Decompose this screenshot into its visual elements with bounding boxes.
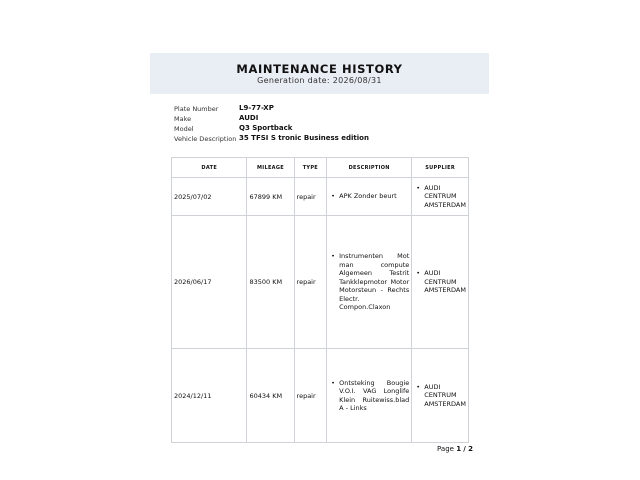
page-indicator bbox=[437, 445, 473, 453]
table-row bbox=[172, 178, 469, 216]
column-header-date: DATE bbox=[172, 158, 247, 178]
cell-supplier bbox=[412, 216, 469, 349]
cell-mileage: 60434 KM bbox=[247, 349, 294, 443]
cell-supplier bbox=[412, 349, 469, 443]
info-value: AUDI bbox=[239, 114, 259, 122]
info-label: Plate Number bbox=[174, 105, 219, 113]
description-item: • APK Zonder beurt bbox=[339, 192, 409, 201]
cell-type: repair bbox=[294, 216, 327, 349]
page-prefix: Page bbox=[437, 445, 454, 453]
cell-description bbox=[327, 178, 412, 216]
column-header-mileage: MILEAGE bbox=[247, 158, 294, 178]
table-row bbox=[172, 349, 469, 443]
cell-type: repair bbox=[294, 178, 327, 216]
maintenance-table bbox=[171, 157, 469, 443]
description-item: • Instrumenten Mot man compute Algemeen Testrit Tankklepmotor Motor Motorsteun - Rechts Electr. Compon.Claxon bbox=[339, 252, 409, 312]
info-value: Q3 Sportback bbox=[239, 124, 293, 132]
column-header-supplier: SUPPLIER bbox=[412, 158, 469, 178]
cell-type: repair bbox=[294, 349, 327, 443]
supplier-item: • AUDI CENTRUM AMSTERDAM bbox=[424, 269, 466, 295]
page-total: 2 bbox=[468, 445, 473, 453]
cell-mileage: 67899 KM bbox=[247, 178, 294, 216]
page-current: 1 bbox=[456, 445, 462, 453]
info-value: 35 TFSI S tronic Business edition bbox=[239, 134, 369, 142]
column-header-description: DESCRIPTION bbox=[327, 158, 412, 178]
table-header-row bbox=[172, 158, 469, 178]
cell-description bbox=[327, 349, 412, 443]
generation-date: Generation date: 2026/08/31 bbox=[257, 76, 382, 85]
info-label: Model bbox=[174, 125, 194, 133]
supplier-item: • AUDI CENTRUM AMSTERDAM bbox=[424, 184, 466, 210]
info-label: Vehicle Description bbox=[174, 135, 237, 143]
info-value: L9-77-XP bbox=[239, 104, 274, 112]
table-row bbox=[172, 216, 469, 349]
info-label: Make bbox=[174, 115, 192, 123]
report-title: MAINTENANCE HISTORY bbox=[236, 62, 403, 76]
supplier-item: • AUDI CENTRUM AMSTERDAM bbox=[424, 383, 466, 409]
cell-date: 2024/12/11 bbox=[172, 349, 247, 443]
cell-description bbox=[327, 216, 412, 349]
report-header bbox=[150, 53, 489, 94]
column-header-type: TYPE bbox=[294, 158, 327, 178]
cell-mileage: 83500 KM bbox=[247, 216, 294, 349]
cell-date: 2025/07/02 bbox=[172, 178, 247, 216]
page-separator: / bbox=[463, 445, 466, 453]
description-item: • Ontsteking Bougie V.O.I. VAG Longlife Klein Ruitewiss.blad A - Links bbox=[339, 379, 409, 413]
cell-supplier bbox=[412, 178, 469, 216]
cell-date: 2026/06/17 bbox=[172, 216, 247, 349]
